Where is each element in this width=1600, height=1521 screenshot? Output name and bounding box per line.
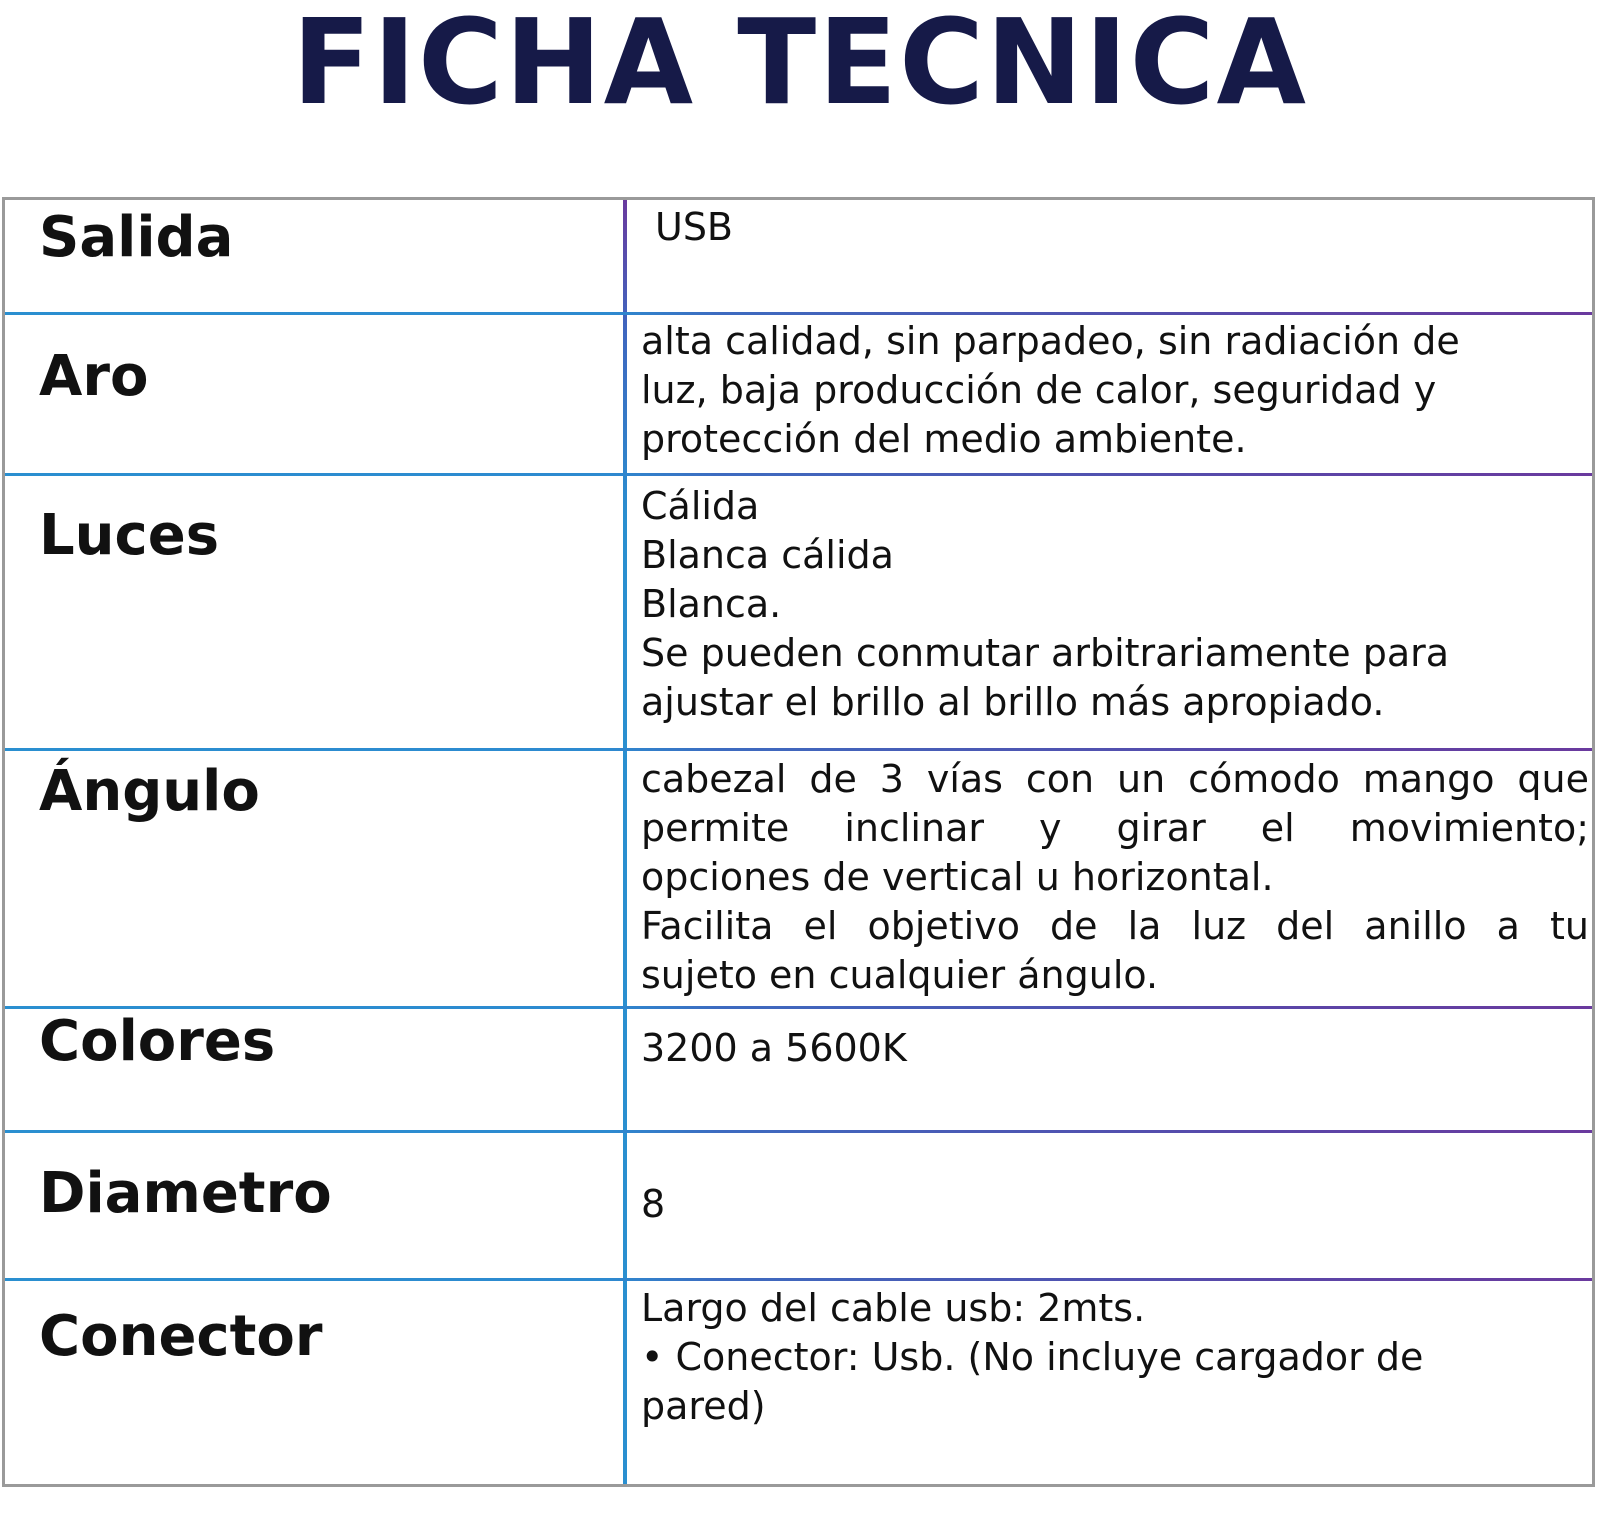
row-value-salida <box>655 203 1600 252</box>
row-value-aro <box>641 317 1591 464</box>
spec-table <box>2 197 1595 1487</box>
value-line: Se pueden conmutar arbitrariamente para <box>641 631 1450 675</box>
row-value-angulo <box>641 755 1591 1000</box>
value-line: protección del medio ambiente. <box>641 417 1247 461</box>
row-value-diametro <box>641 1180 1591 1229</box>
value-line: Facilita el objetivo de la luz del anillo a tu <box>641 904 1589 948</box>
row-label-conector: Conector <box>39 1304 323 1369</box>
value-line: 3200 a 5600K <box>641 1026 907 1070</box>
row-label-luces: Luces <box>39 503 220 568</box>
value-line: Cálida <box>641 484 760 528</box>
row-value-conector <box>641 1284 1591 1431</box>
value-line: USB <box>655 205 734 249</box>
value-line: cabezal de 3 vías con un cómodo mango que <box>641 757 1589 801</box>
value-line: 8 <box>641 1182 666 1226</box>
row-divider <box>5 312 1592 315</box>
value-line: Largo del cable usb: 2mts. <box>641 1286 1146 1330</box>
value-line: sujeto en cualquier ángulo. <box>641 953 1159 997</box>
value-line: ajustar el brillo al brillo más apropiado. <box>641 680 1385 724</box>
row-label-diametro: Diametro <box>39 1161 332 1226</box>
row-divider <box>5 1278 1592 1281</box>
value-line: pared) <box>641 1384 766 1428</box>
value-line: luz, baja producción de calor, seguridad y <box>641 368 1437 412</box>
row-value-colores <box>641 1024 1591 1073</box>
row-label-salida: Salida <box>39 205 234 270</box>
value-line: alta calidad, sin parpadeo, sin radiación de <box>641 319 1460 363</box>
value-line: Blanca cálida <box>641 533 894 577</box>
column-divider <box>623 200 627 1484</box>
row-divider <box>5 1130 1592 1133</box>
row-label-aro: Aro <box>39 344 149 409</box>
row-label-colores: Colores <box>39 1009 276 1074</box>
row-divider <box>5 748 1592 751</box>
row-label-angulo: Ángulo <box>39 759 260 824</box>
value-line: permite inclinar y girar el movimiento; <box>641 806 1589 850</box>
row-divider <box>5 473 1592 476</box>
row-value-luces <box>641 482 1591 727</box>
value-line: opciones de vertical u horizontal. <box>641 855 1274 899</box>
page-title: FICHA TECNICA <box>292 0 1308 131</box>
value-line: Blanca. <box>641 582 782 626</box>
value-line: • Conector: Usb. (No incluye cargador de <box>641 1335 1424 1379</box>
